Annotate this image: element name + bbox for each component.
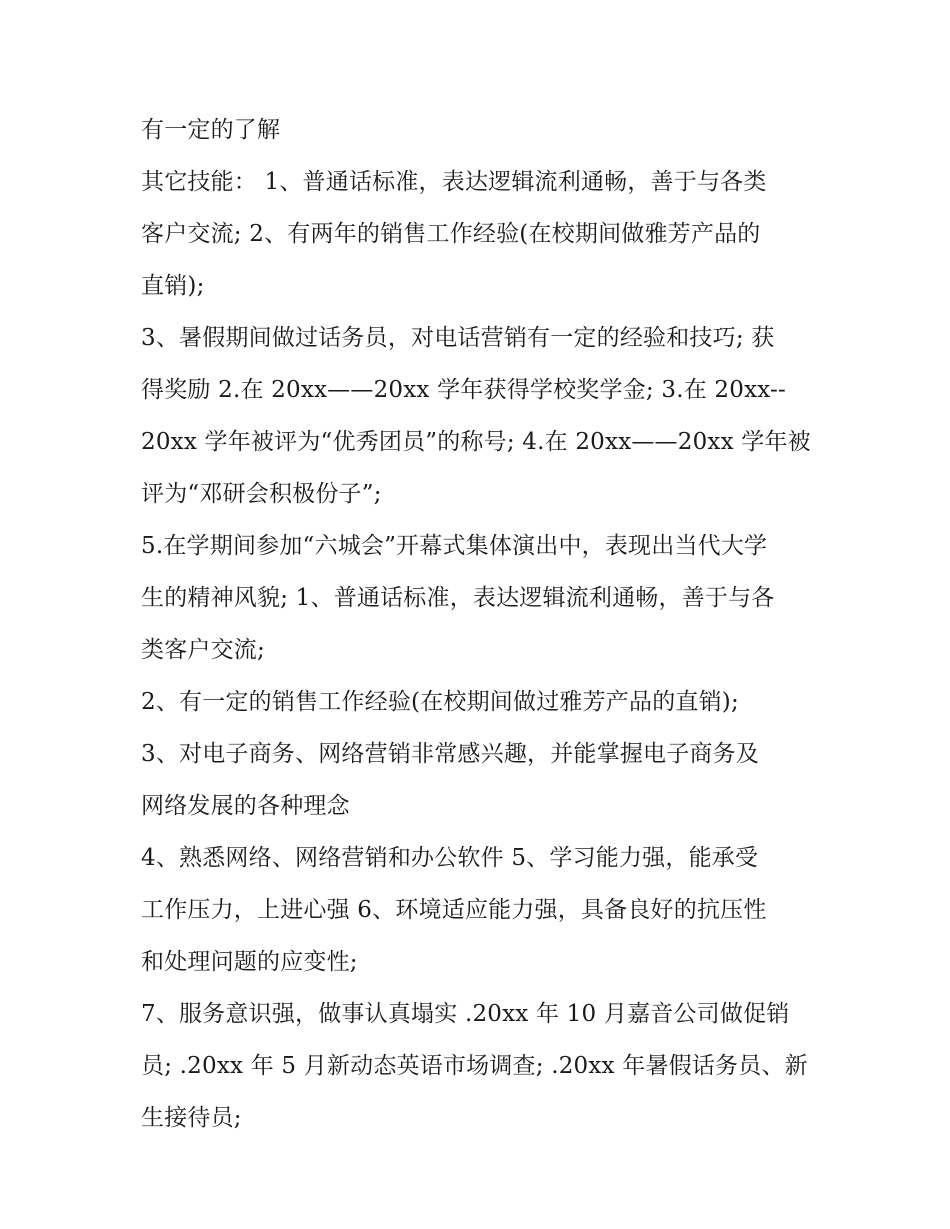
text-line: 3、暑假期间做过话务员，对电话营销有一定的经验和技巧; 获 xyxy=(141,325,775,351)
text-line: 生接待员; xyxy=(141,1105,242,1131)
text-line: 和处理问题的应变性; xyxy=(141,949,358,975)
text-line: 生的精神风貌; 1、普通话标准，表达逻辑流利通畅，善于与各 xyxy=(141,585,775,611)
text-line: 有一定的了解 xyxy=(141,117,281,143)
text-line: 4、熟悉网络、网络营销和办公软件 5、学习能力强，能承受 xyxy=(141,845,759,871)
document-body xyxy=(141,104,821,1144)
text-line: 5.在学期间参加“六城会”开幕式集体演出中，表现出当代大学 xyxy=(141,533,768,559)
text-line: 7、服务意识强，做事认真塌实 .20xx 年 10 月嘉音公司做促销 xyxy=(141,1001,790,1027)
text-line: 类客户交流; xyxy=(141,637,265,663)
text-line: 工作压力，上进心强 6、环境适应能力强，具备良好的抗压性 xyxy=(141,897,767,923)
text-line: 客户交流; 2、有两年的销售工作经验(在校期间做雅芳产品的 xyxy=(141,221,761,247)
text-line: 20xx 学年被评为“优秀团员”的称号; 4.在 20xx——20xx 学年被 xyxy=(141,429,811,455)
text-line: 得奖励 2.在 20xx——20xx 学年获得学校奖学金; 3.在 20xx-- xyxy=(141,377,786,403)
text-line: 2、有一定的销售工作经验(在校期间做过雅芳产品的直销); xyxy=(141,689,739,715)
text-line: 网络发展的各种理念 xyxy=(141,793,350,819)
text-line: 其它技能： 1、普通话标准，表达逻辑流利通畅，善于与各类 xyxy=(141,169,767,195)
text-line: 员; .20xx 年 5 月新动态英语市场调查; .20xx 年暑假话务员、新 xyxy=(141,1053,808,1079)
text-line: 3、对电子商务、网络营销非常感兴趣，并能掌握电子商务及 xyxy=(141,741,760,767)
text-line: 评为“邓研会积极份子”; xyxy=(141,481,382,507)
text-line: 直销); xyxy=(141,273,205,299)
